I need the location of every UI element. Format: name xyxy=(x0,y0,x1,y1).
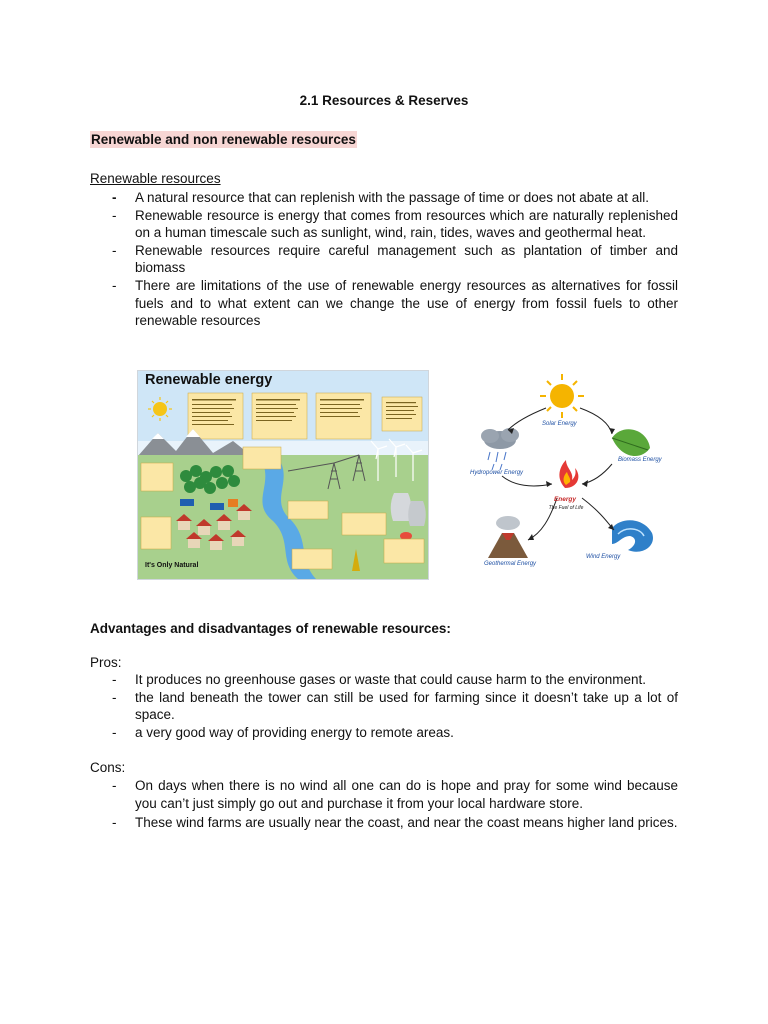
dash-bullet: - xyxy=(112,277,117,293)
list-item-text: It produces no greenhouse gases or waste that could cause harm to the environment. xyxy=(135,672,647,687)
leaf-icon xyxy=(612,429,650,456)
page-title: 2.1 Resources & Reserves xyxy=(299,93,469,108)
list-item xyxy=(90,207,678,242)
list-item xyxy=(90,814,678,832)
hydropower-energy-label: Hydropower Energy xyxy=(470,470,524,476)
poster-footer: It's Only Natural xyxy=(145,562,199,569)
list-item-text: Renewable resources require careful management such as plantation of timber and biomass xyxy=(135,242,678,276)
definition-list xyxy=(90,189,678,330)
energy-cycle-diagram xyxy=(462,368,682,578)
list-item-text: There are limitations of the use of renewable energy resources as alternatives for fossil fuels and to what extent can we change the use of energy from fossil fuels to other renewable resources xyxy=(135,277,678,329)
poster-illustration xyxy=(138,371,428,579)
dash-bullet: - xyxy=(112,815,117,831)
flame-icon xyxy=(559,460,578,488)
energy-center-label: Energy xyxy=(553,496,577,503)
dash-bullet: - xyxy=(112,207,117,223)
pros-list xyxy=(90,671,678,741)
dash-bullet: - xyxy=(112,778,117,793)
list-item xyxy=(90,242,678,277)
wind-energy-label: Wind Energy xyxy=(586,554,621,560)
list-item xyxy=(90,277,678,330)
list-item-text: the land beneath the tower can still be used for farming since it doesn’t take up a lot of space. xyxy=(135,689,678,723)
section-heading-highlighted: Renewable and non renewable resources xyxy=(91,132,356,147)
cons-list xyxy=(90,777,678,832)
fuel-of-life-label: The Fuel of Life xyxy=(548,505,584,511)
dash-bullet: - xyxy=(112,190,117,205)
dash-bullet: - xyxy=(112,672,117,687)
list-item xyxy=(90,689,678,724)
renewable-energy-poster-image xyxy=(137,370,429,580)
poster-title: Renewable energy xyxy=(145,372,273,388)
wind-icon xyxy=(612,520,653,552)
volcano-icon xyxy=(488,516,528,558)
list-item-text: These wind farms are usually near the coast, and near the coast means higher land prices. xyxy=(135,815,678,831)
cons-label: Cons: xyxy=(90,760,126,775)
advantages-heading: Advantages and disadvantages of renewable resources: xyxy=(90,621,451,636)
rain-cloud-icon xyxy=(481,428,519,470)
dash-bullet: - xyxy=(112,242,117,258)
biomass-energy-label: Biomass Energy xyxy=(618,457,662,463)
solar-energy-label: Solar Energy xyxy=(542,421,577,427)
list-item xyxy=(90,671,678,689)
dash-bullet: - xyxy=(112,689,117,705)
list-item-text: a very good way of providing energy to remote areas. xyxy=(135,724,454,740)
list-item xyxy=(90,189,678,207)
list-item xyxy=(90,777,678,812)
dash-bullet: - xyxy=(112,724,117,740)
list-item-text: On days when there is no wind all one can do is hope and pray for some wind because you can’t just simply go out and purchase it from your local hardware store. xyxy=(135,778,678,811)
list-item xyxy=(90,724,678,742)
sun-icon xyxy=(540,374,584,418)
list-item-text: A natural resource that can replenish with the passage of time or does not abate at all. xyxy=(135,190,650,205)
geothermal-energy-label: Geothermal Energy xyxy=(484,561,537,567)
pros-label: Pros: xyxy=(90,655,122,670)
renewable-resources-subheading: Renewable resources xyxy=(90,171,221,186)
list-item-text: Renewable resource is energy that comes from resources which are naturally replenished on a human timescale such as sunlight, wind, rain, tides, waves and geothermal heat. xyxy=(135,207,678,241)
